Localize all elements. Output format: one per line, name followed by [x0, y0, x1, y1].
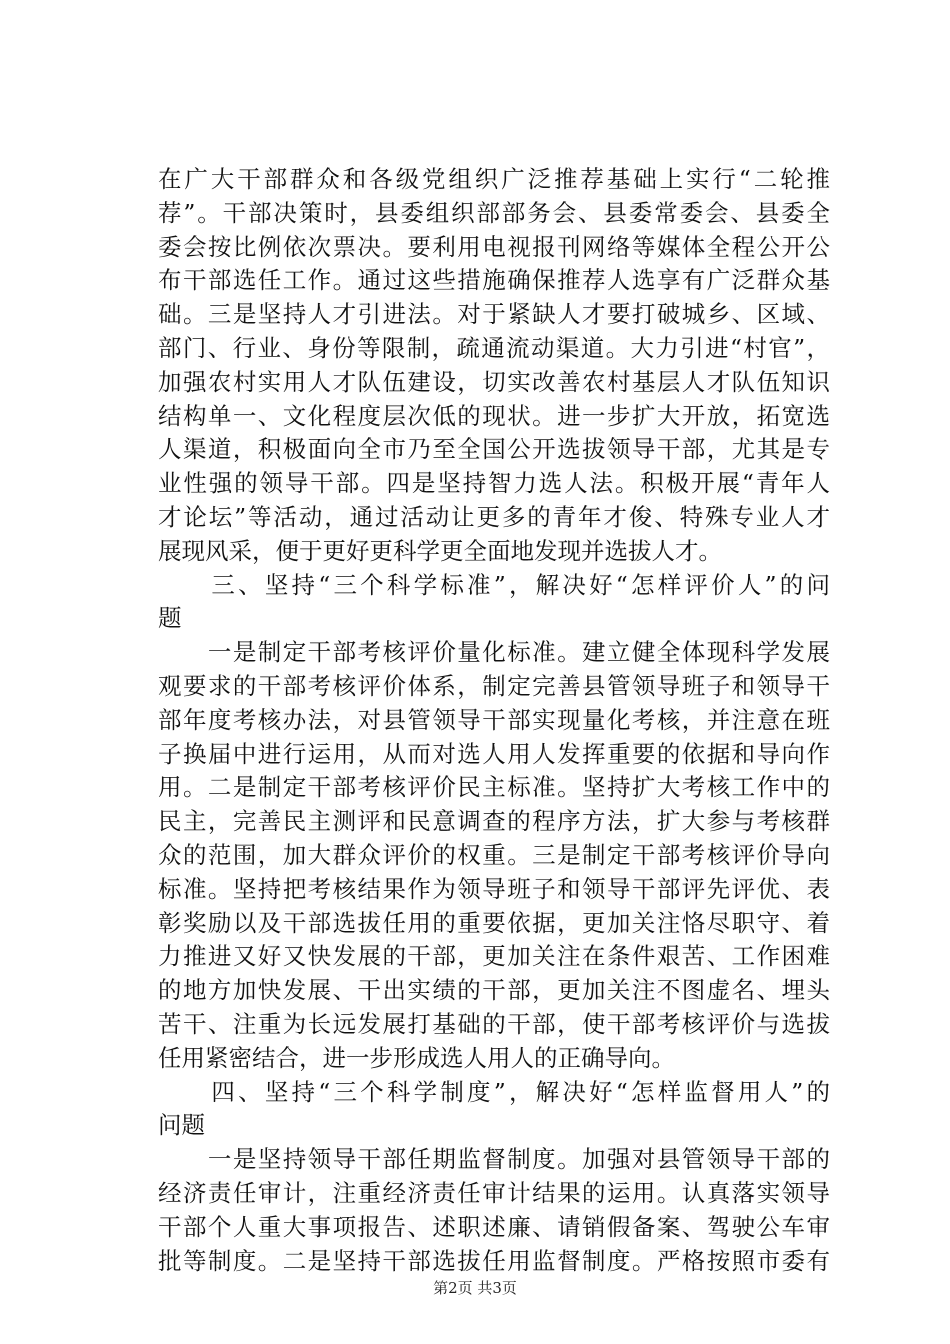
text-line: 业性强的领导干部。四是坚持智力选人法。积极开展“青年人 [158, 469, 830, 498]
text-line: 一是坚持领导干部任期监督制度。加强对县管领导干部的 [158, 1145, 830, 1174]
text-line: 问题 [158, 1111, 205, 1140]
page-footer: 第2页 共3页 [433, 1279, 517, 1297]
text-line: 众的范围，加大群众评价的权重。三是制定干部考核评价导向 [158, 840, 830, 869]
text-line: 在广大干部群众和各级党组织广泛推荐基础上实行“二轮推 [158, 165, 830, 193]
text-line: 部年度考核办法，对县管领导干部实现量化考核，并注意在班 [158, 705, 830, 734]
text-line: 三、坚持“三个科学标准”，解决好“怎样评价人”的问 [158, 570, 830, 599]
text-line: 标准。坚持把考核结果作为领导班子和领导干部评先评优、表 [158, 874, 830, 903]
text-line: 苦干、注重为长远发展打基础的干部，使干部考核评价与选拔 [158, 1009, 830, 1038]
text-line: 部门、行业、身份等限制，疏通流动渠道。大力引进“村官”， [158, 333, 830, 362]
text-line: 展现风采，便于更好更科学更全面地发现并选拔人才。 [158, 536, 722, 565]
text-line: 委会按比例依次票决。要利用电视报刊网络等媒体全程公开公 [158, 232, 830, 261]
text-line: 一是制定干部考核评价量化标准。建立健全体现科学发展 [158, 638, 830, 667]
text-line: 批等制度。二是坚持干部选拔任用监督制度。严格按照市委有 [158, 1246, 830, 1275]
text-line: 础。三是坚持人才引进法。对于紧缺人才要打破城乡、区域、 [158, 300, 830, 329]
text-line: 子换届中进行运用，从而对选人用人发挥重要的依据和导向作 [158, 739, 830, 768]
text-line: 彰奖励以及干部选拔任用的重要依据，更加关注恪尽职守、着 [158, 908, 830, 937]
text-line: 布干部选任工作。通过这些措施确保推荐人选享有广泛群众基 [158, 266, 830, 295]
text-line: 用。二是制定干部考核评价民主标准。坚持扩大考核工作中的 [158, 773, 830, 802]
text-line: 力推进又好又快发展的干部，更加关注在条件艰苦、工作困难 [158, 942, 830, 971]
text-line: 干部个人重大事项报告、述职述廉、请销假备案、驾驶公车审 [158, 1212, 830, 1241]
text-line: 人渠道，积极面向全市乃至全国公开选拔领导干部，尤其是专 [158, 435, 830, 464]
text-line: 观要求的干部考核评价体系，制定完善县管领导班子和领导干 [158, 671, 830, 700]
text-line: 题 [158, 604, 182, 633]
text-line: 才论坛”等活动，通过活动让更多的青年才俊、特殊专业人才 [158, 502, 830, 531]
text-line: 结构单一、文化程度层次低的现状。进一步扩大开放，拓宽选 [158, 401, 830, 430]
text-line: 民主，完善民主测评和民意调查的程序方法，扩大参与考核群 [158, 807, 830, 836]
text-line: 荐”。干部决策时，县委组织部部务会、县委常委会、县委全 [158, 198, 830, 227]
text-line: 四、坚持“三个科学制度”，解决好“怎样监督用人”的 [158, 1077, 830, 1106]
text-line: 的地方加快发展、干出实绩的干部，更加关注不图虚名、埋头 [158, 976, 830, 1005]
text-line: 任用紧密结合，进一步形成选人用人的正确导向。 [158, 1043, 675, 1072]
document-body [158, 163, 830, 1278]
text-line: 经济责任审计，注重经济责任审计结果的运用。认真落实领导 [158, 1178, 830, 1207]
text-line: 加强农村实用人才队伍建设，切实改善农村基层人才队伍知识 [158, 367, 830, 396]
